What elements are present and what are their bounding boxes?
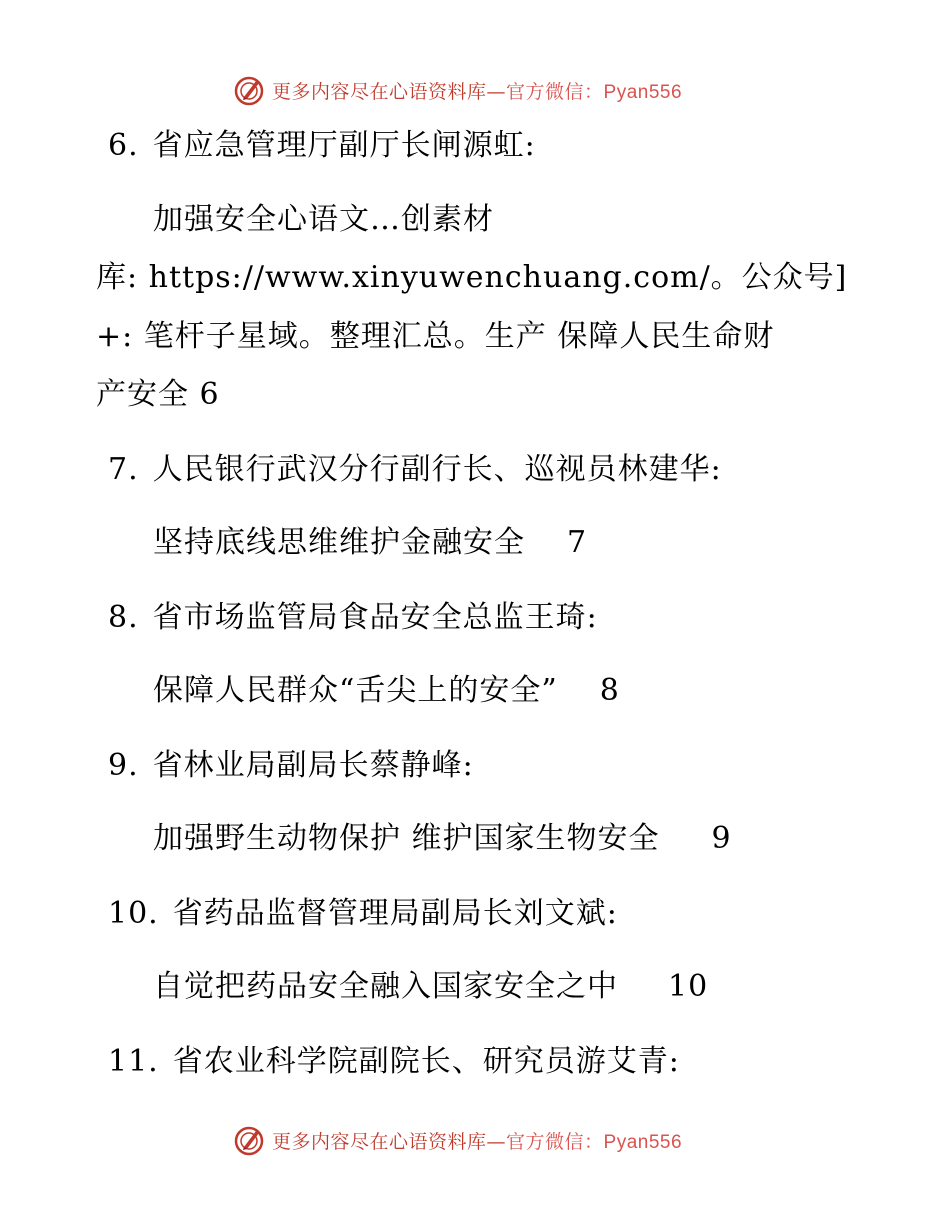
- toc-item-6-wrap-1: 库: https://www.xinyuwenchuang.com/。公众号]: [96, 260, 848, 295]
- header-banner: [232, 72, 682, 108]
- footer-banner-main: 更多内容尽在心语资料库—: [272, 1130, 507, 1153]
- toc-item-11-number: 11.: [108, 1044, 159, 1079]
- toc-item-7-number: 7.: [108, 452, 139, 487]
- footer-banner-wechat: 官方微信：: [506, 1130, 604, 1153]
- toc-item-10-title: 省药品监督管理局副局长刘文斌:: [172, 896, 618, 931]
- toc-item-6-heading: [108, 126, 536, 166]
- pen-logo-icon: [232, 1123, 266, 1157]
- header-banner-wechat: 官方微信：: [506, 80, 604, 103]
- toc-item-10-page: 10: [668, 969, 709, 1004]
- toc-item-11-heading: [108, 1042, 680, 1082]
- toc-item-6-number: 6.: [108, 128, 139, 163]
- toc-item-8-subtitle: [153, 671, 620, 711]
- toc-item-10-heading: [108, 894, 618, 934]
- toc-item-9-title: 省林业局副局长蔡静峰:: [152, 748, 474, 783]
- header-banner-id: Pyan556: [603, 81, 683, 103]
- footer-banner-id: Pyan556: [603, 1131, 683, 1153]
- toc-item-9-sub-text: 加强野生动物保护 维护国家生物安全: [153, 821, 660, 856]
- toc-item-8-number: 8.: [108, 600, 139, 635]
- pen-logo-icon: [232, 73, 266, 107]
- toc-item-6-subtitle: 加强安全心语文…创素材: [153, 202, 494, 237]
- toc-item-10-number: 10.: [108, 896, 159, 931]
- toc-item-6-wrap-2: +: 笔杆子星域。整理汇总。生产 保障人民生命财: [96, 319, 775, 354]
- toc-item-8-page: 8: [599, 673, 620, 708]
- toc-item-10-sub-text: 自觉把药品安全融入国家安全之中: [153, 969, 618, 1004]
- toc-item-6-wrap-3: 产安全 6: [96, 377, 220, 412]
- toc-item-7-page: 7: [567, 525, 588, 560]
- toc-item-8-heading: [108, 598, 598, 638]
- toc-item-7-heading: [108, 450, 722, 490]
- footer-banner: [232, 1122, 682, 1158]
- toc-item-9-subtitle: [153, 819, 732, 859]
- footer-banner-text: [272, 1127, 682, 1154]
- header-banner-text: [272, 77, 682, 104]
- toc-item-8-sub-text: 保障人民群众“舌尖上的安全”: [153, 673, 558, 708]
- toc-item-7-subtitle: [153, 523, 587, 563]
- toc-item-9-page: 9: [711, 821, 732, 856]
- header-banner-main: 更多内容尽在心语资料库—: [272, 80, 507, 103]
- toc-item-8-title: 省市场监管局食品安全总监王琦:: [152, 600, 598, 635]
- toc-item-6-title: 省应急管理厅副厅长闸源虹:: [152, 128, 536, 163]
- toc-item-7-sub-text: 坚持底线思维维护金融安全: [153, 525, 525, 560]
- toc-item-7-title: 人民银行武汉分行副行长、巡视员林建华:: [152, 452, 722, 487]
- toc-item-10-subtitle: [153, 967, 708, 1007]
- toc-item-11-title: 省农业科学院副院长、研究员游艾青:: [172, 1044, 680, 1079]
- toc-item-9-number: 9.: [108, 748, 139, 783]
- toc-item-9-heading: [108, 746, 474, 786]
